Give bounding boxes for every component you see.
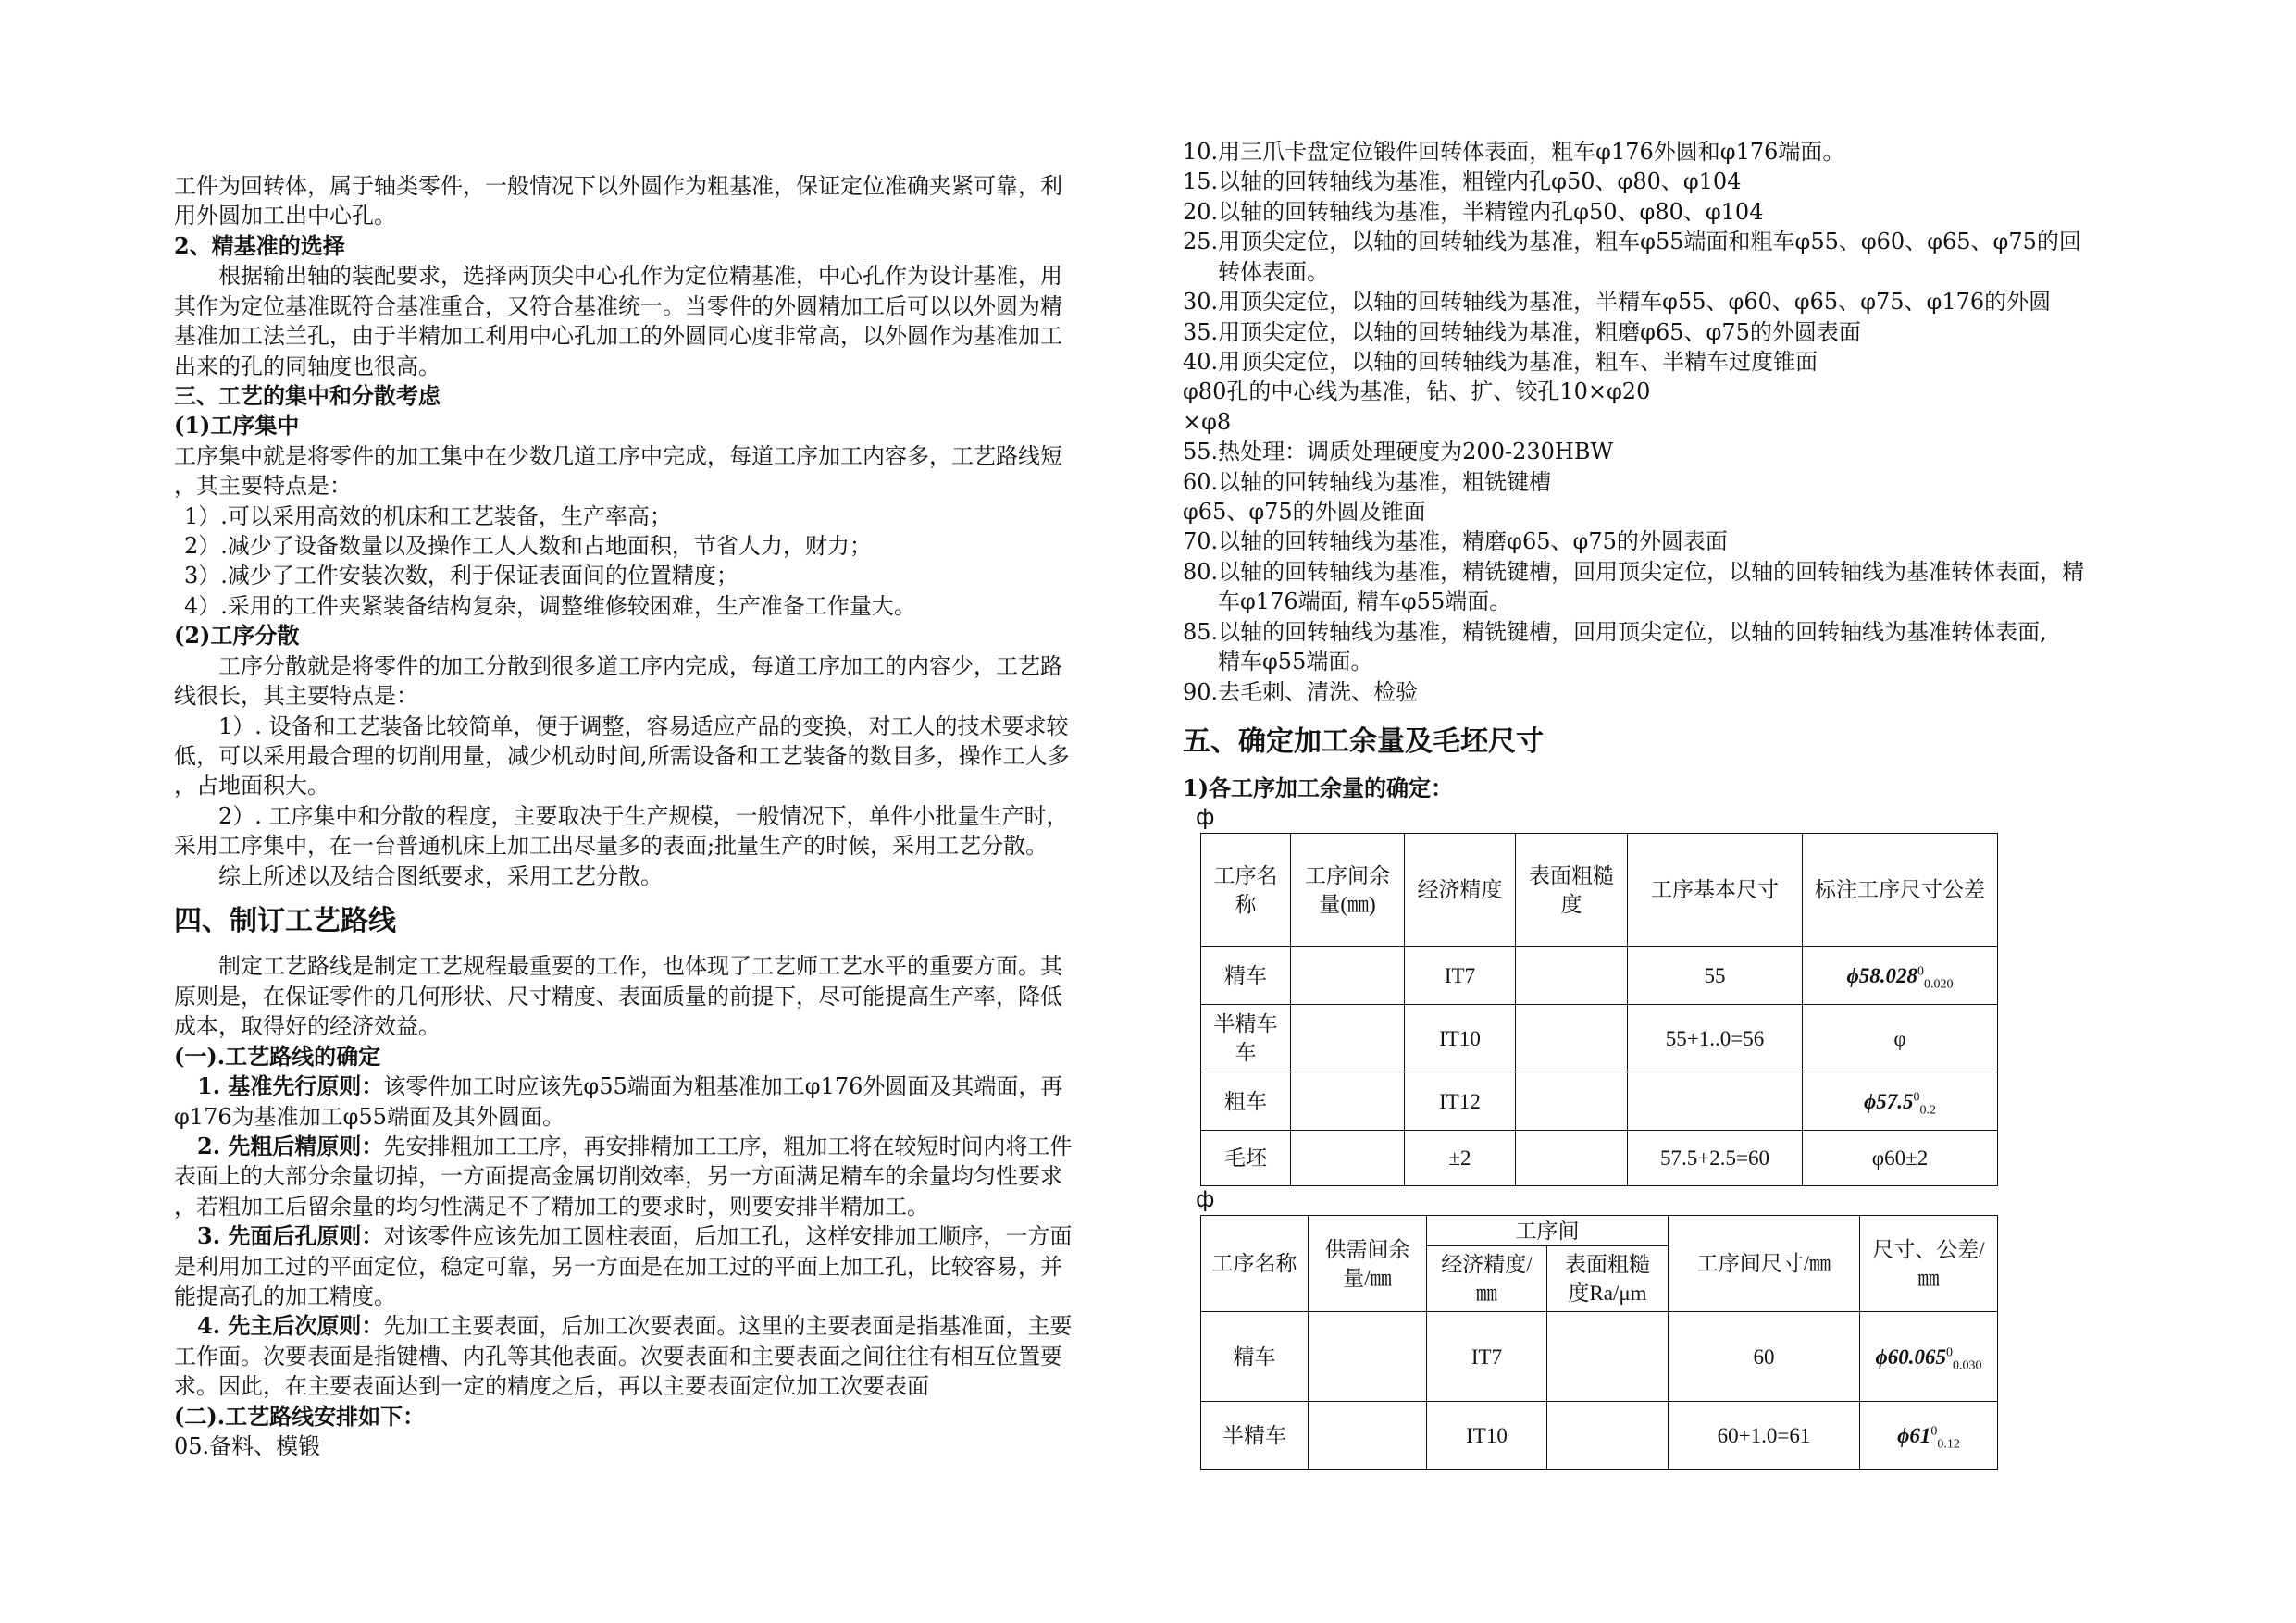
section-heading: 2、精基准的选择	[174, 231, 345, 259]
principle-line	[174, 1221, 1127, 1251]
cell-grade: ±2	[1405, 1131, 1516, 1186]
text-line: ，若粗加工后留余量的均匀性满足不了精加工的要求时，则要安排半精加工。	[174, 1193, 929, 1220]
text-line: ，其主要特点是：	[174, 473, 352, 500]
cell-size: 55	[1628, 947, 1803, 1005]
table-row	[1201, 1402, 1998, 1470]
dimension-table	[1200, 1215, 1998, 1470]
route-step: 25.用顶尖定位，以轴的回转轴线为基准，粗车φ55端面和粗车φ55、φ60、φ65、φ75的回	[1183, 229, 2081, 255]
tol-main: φ	[1893, 1026, 1906, 1050]
principle-text: 先安排粗加工工序，再安排精加工工序，粗加工将在较短时间内将工件	[383, 1133, 1073, 1159]
chapter-heading: 五、确定加工余量及毛坯尺寸	[1183, 725, 1544, 758]
cell-grade: IT10	[1405, 1005, 1516, 1072]
principle-label: 1. 基准先行原则：	[197, 1072, 384, 1100]
section-heading: (2)工序分散	[174, 622, 300, 650]
principle-line	[174, 1072, 1127, 1101]
list-item: 2）. 工序集中和分散的程度，主要取决于生产规模，一般情况下，单件小批量生产时，	[218, 802, 1069, 829]
header-cell: 表面粗糙 度	[1516, 834, 1628, 947]
cell-tolerance	[1803, 947, 1998, 1005]
text-line: 用外圆加工出中心孔。	[174, 203, 396, 229]
text-line: 05.备料、模锻	[174, 1433, 321, 1460]
table-row	[1201, 947, 1998, 1005]
route-step: 15.以轴的回转轴线为基准，粗镗内孔φ50、φ80、φ104	[1183, 168, 1742, 195]
left-column	[174, 171, 1127, 1462]
text-line: 其作为定位基准既符合基准重合，又符合基准统一。当零件的外圆精加工后可以以外圆为精	[174, 292, 1062, 319]
cell-tolerance	[1803, 1005, 1998, 1072]
principle-label: 4. 先主后次原则：	[197, 1312, 384, 1340]
text-line: 制定工艺路线是制定工艺规程最重要的工作，也体现了工艺师工艺水平的重要方面。其	[218, 953, 1062, 980]
cell-size: 60+1.0=61	[1669, 1402, 1860, 1470]
principle-label: 3. 先面后孔原则：	[197, 1222, 384, 1250]
text-line: φ176为基准加工φ55端面及其外圆面。	[174, 1103, 565, 1130]
right-column	[1183, 137, 2136, 707]
cell-name: 半精车	[1201, 1402, 1309, 1470]
header-cell: 表面粗糙 度Ra/μm	[1547, 1246, 1669, 1312]
cell-tolerance	[1803, 1131, 1998, 1186]
route-step: ×φ8	[1183, 408, 1232, 435]
text-line: 采用工序集中，在一台普通机床上加工出尽量多的表面;批量生产的时候，采用工艺分散。	[174, 833, 1049, 860]
text-line: 成本，取得好的经济效益。	[174, 1013, 441, 1040]
table-row	[1201, 1312, 1998, 1402]
chapter-heading: 四、制订工艺路线	[174, 905, 396, 938]
route-step: 20.以轴的回转轴线为基准，半精镗内孔φ50、φ80、φ104	[1183, 198, 1764, 225]
header-cell: 工序基本尺寸	[1628, 834, 1803, 947]
tol-lower: 0.12	[1937, 1437, 1960, 1452]
principle-text: 先加工主要表面，后加工次要表面。这里的主要表面是指基准面，主要	[383, 1313, 1073, 1340]
route-step: 60.以轴的回转轴线为基准，粗铣键槽	[1183, 468, 1552, 495]
text-line: 低，可以采用最合理的切削用量，减少机动时间,所需设备和工艺装备的数目多，操作工人多	[174, 743, 1070, 770]
text-line: 原则是，在保证零件的几何形状、尺寸精度、表面质量的前提下，尽可能提高生产率，降低	[174, 983, 1062, 1010]
text-line: 根据输出轴的装配要求，选择两顶尖中心孔作为定位精基准，中心孔作为设计基准，用	[218, 263, 1062, 290]
route-step: 85.以轴的回转轴线为基准，精铣键槽，回用顶尖定位，以轴的回转轴线为基准转体表面,	[1183, 618, 2047, 645]
cell-grade: IT10	[1427, 1402, 1547, 1470]
list-item: 3）.减少了工件安装次数，利于保证表面间的位置精度；	[184, 563, 738, 589]
text-line: 线很长，其主要特点是：	[174, 683, 418, 710]
text-line: 工序分散就是将零件的加工分散到很多道工序内完成，每道工序加工的内容少，工艺路	[218, 652, 1062, 679]
cell-roughness	[1516, 1005, 1628, 1072]
table-header-row	[1201, 1216, 1998, 1246]
tol-upper: 0	[1930, 1424, 1938, 1439]
table-header-row	[1201, 834, 1998, 947]
list-item: 4）.采用的工件夹紧装备结构复杂，调整维修较困难，生产准备工作量大。	[184, 592, 916, 619]
text-line: 工件为回转体，属于轴类零件，一般情况下以外圆作为粗基准，保证定位准确夹紧可靠，利	[174, 173, 1062, 199]
allowance-table	[1200, 833, 1998, 1186]
cell-name: 精车	[1201, 947, 1291, 1005]
cell-allowance	[1309, 1312, 1427, 1402]
tol-lower: 0.020	[1924, 977, 1954, 992]
header-cell: 经济精度	[1405, 834, 1516, 947]
route-step: 30.用顶尖定位，以轴的回转轴线为基准，半精车φ55、φ60、φ65、φ75、φ176的外圆	[1183, 289, 2052, 316]
table-caption-mark: ф	[1196, 1186, 1215, 1212]
text-line: 能提高孔的加工精度。	[174, 1283, 396, 1310]
route-step: 55.热处理：调质处理硬度为200-230HBW	[1183, 439, 1614, 465]
cell-roughness	[1547, 1312, 1669, 1402]
cell-allowance	[1309, 1402, 1427, 1470]
header-cell: 尺寸、公差/ ㎜	[1860, 1216, 1998, 1312]
table-row	[1201, 1131, 1998, 1186]
tol-lower: 0.2	[1919, 1103, 1937, 1118]
section-heading: (1)工序集中	[174, 412, 300, 440]
tol-main: ϕ60.065	[1875, 1344, 1947, 1369]
section-heading: 1)各工序加工余量的确定：	[1183, 774, 1454, 801]
cell-tolerance	[1860, 1402, 1998, 1470]
tol-main: ϕ57.5	[1863, 1089, 1914, 1113]
header-cell: 工序名 称	[1201, 834, 1291, 947]
section-heading: (二).工艺路线安排如下：	[174, 1402, 426, 1430]
header-group-cell: 工序间	[1427, 1216, 1669, 1246]
tol-lower: 0.030	[1953, 1358, 1982, 1373]
text-line: 表面上的大部分余量切掉，一方面提高金属切削效率，另一方面满足精车的余量均匀性要求	[174, 1163, 1062, 1190]
cell-allowance	[1291, 1131, 1405, 1186]
table-row	[1201, 1072, 1998, 1131]
cell-allowance	[1291, 1005, 1405, 1072]
text-line: ，占地面积大。	[174, 773, 329, 799]
section-heading: (一).工艺路线的确定	[174, 1042, 381, 1070]
cell-grade: IT7	[1405, 947, 1516, 1005]
tol-upper: 0	[1946, 1344, 1954, 1359]
header-cell: 经济精度/ ㎜	[1427, 1246, 1547, 1312]
tol-upper: 0	[1917, 963, 1925, 978]
cell-name: 毛坯	[1201, 1131, 1291, 1186]
cell-size: 57.5+2.5=60	[1628, 1131, 1803, 1186]
tol-main: φ60±2	[1871, 1146, 1929, 1170]
table-caption-mark: ф	[1196, 804, 1215, 830]
text-line: 求。因此，在主要表面达到一定的精度之后，再以主要表面定位加工次要表面	[174, 1373, 929, 1400]
header-cell: 工序名称	[1201, 1216, 1309, 1312]
cell-grade: IT7	[1427, 1312, 1547, 1402]
tol-upper: 0	[1913, 1089, 1920, 1104]
cell-grade: IT12	[1405, 1072, 1516, 1131]
route-step: 10.用三爪卡盘定位锻件回转体表面，粗车φ176外圆和φ176端面。	[1183, 139, 1845, 165]
cell-name: 半精车 车	[1201, 1005, 1291, 1072]
route-step-cont: 精车φ55端面。	[1218, 649, 1373, 675]
cell-size	[1628, 1072, 1803, 1131]
cell-name: 粗车	[1201, 1072, 1291, 1131]
cell-tolerance	[1860, 1312, 1998, 1402]
header-cell: 供需间余 量/㎜	[1309, 1216, 1427, 1312]
route-step: 35.用顶尖定位，以轴的回转轴线为基准，粗磨φ65、φ75的外圆表面	[1183, 318, 1861, 345]
route-step: 90.去毛刺、清洗、检验	[1183, 678, 1419, 705]
principle-text: 对该零件应该先加工圆柱表面，后加工孔，这样安排加工顺序，一方面	[383, 1223, 1073, 1250]
cell-roughness	[1516, 947, 1628, 1005]
route-step: φ80孔的中心线为基准，钻、扩、铰孔10×φ20	[1183, 378, 1651, 405]
tol-main: ϕ58.028	[1846, 963, 1918, 987]
cell-name: 精车	[1201, 1312, 1309, 1402]
list-item: 1）.可以采用高效的机床和工艺装备，生产率高；	[184, 502, 672, 529]
table-row	[1201, 1005, 1998, 1072]
principle-label: 2. 先粗后精原则：	[197, 1132, 384, 1159]
header-cell: 工序间余 量(㎜)	[1291, 834, 1405, 947]
route-step: 70.以轴的回转轴线为基准，精磨φ65、φ75的外圆表面	[1183, 528, 1728, 555]
list-item: 1）. 设备和工艺装备比较简单，便于调整，容易适应产品的变换，对工人的技术要求较	[218, 712, 1069, 739]
cell-allowance	[1291, 947, 1405, 1005]
route-step-cont: 车φ176端面, 精车φ55端面。	[1218, 588, 1512, 615]
route-step: φ65、φ75的外圆及锥面	[1183, 499, 1426, 526]
principle-line	[174, 1311, 1127, 1341]
text-line: 综上所述以及结合图纸要求，采用工艺分散。	[218, 862, 663, 889]
principle-line	[174, 1132, 1127, 1161]
header-cell: 标注工序尺寸公差	[1803, 834, 1998, 947]
section-heading: 三、工艺的集中和分散考虑	[174, 381, 441, 409]
cell-roughness	[1547, 1402, 1669, 1470]
cell-allowance	[1291, 1072, 1405, 1131]
route-step: 80.以轴的回转轴线为基准，精铣键槽，回用顶尖定位，以轴的回转轴线为基准转体表面，精	[1183, 558, 2085, 585]
tol-main: ϕ61	[1897, 1424, 1931, 1447]
header-cell: 工序间尺寸/㎜	[1669, 1216, 1860, 1312]
principle-text: 该零件加工时应该先φ55端面为粗基准加工φ176外圆面及其端面，再	[383, 1073, 1063, 1100]
route-step-cont: 转体表面。	[1218, 258, 1329, 285]
cell-size: 60	[1669, 1312, 1860, 1402]
list-item: 2）.减少了设备数量以及操作工人人数和占地面积，节省人力，财力；	[184, 533, 872, 560]
route-step: 40.用顶尖定位，以轴的回转轴线为基准，粗车、半精车过度锥面	[1183, 348, 1818, 375]
cell-roughness	[1516, 1131, 1628, 1186]
cell-roughness	[1516, 1072, 1628, 1131]
cell-tolerance	[1803, 1072, 1998, 1131]
text-line: 是利用加工过的平面定位，稳定可靠，另一方面是在加工过的平面上加工孔，比较容易，并	[174, 1253, 1062, 1280]
cell-size: 55+1..0=56	[1628, 1005, 1803, 1072]
text-line: 基准加工法兰孔，由于半精加工利用中心孔加工的外圆同心度非常高，以外圆作为基准加工	[174, 323, 1062, 350]
text-line: 出来的孔的同轴度也很高。	[174, 353, 441, 379]
text-line: 工作面。次要表面是指键槽、内孔等其他表面。次要表面和主要表面之间往往有相互位置要	[174, 1343, 1062, 1369]
text-line: 工序集中就是将零件的加工集中在少数几道工序中完成，每道工序加工内容多，工艺路线短	[174, 442, 1062, 469]
